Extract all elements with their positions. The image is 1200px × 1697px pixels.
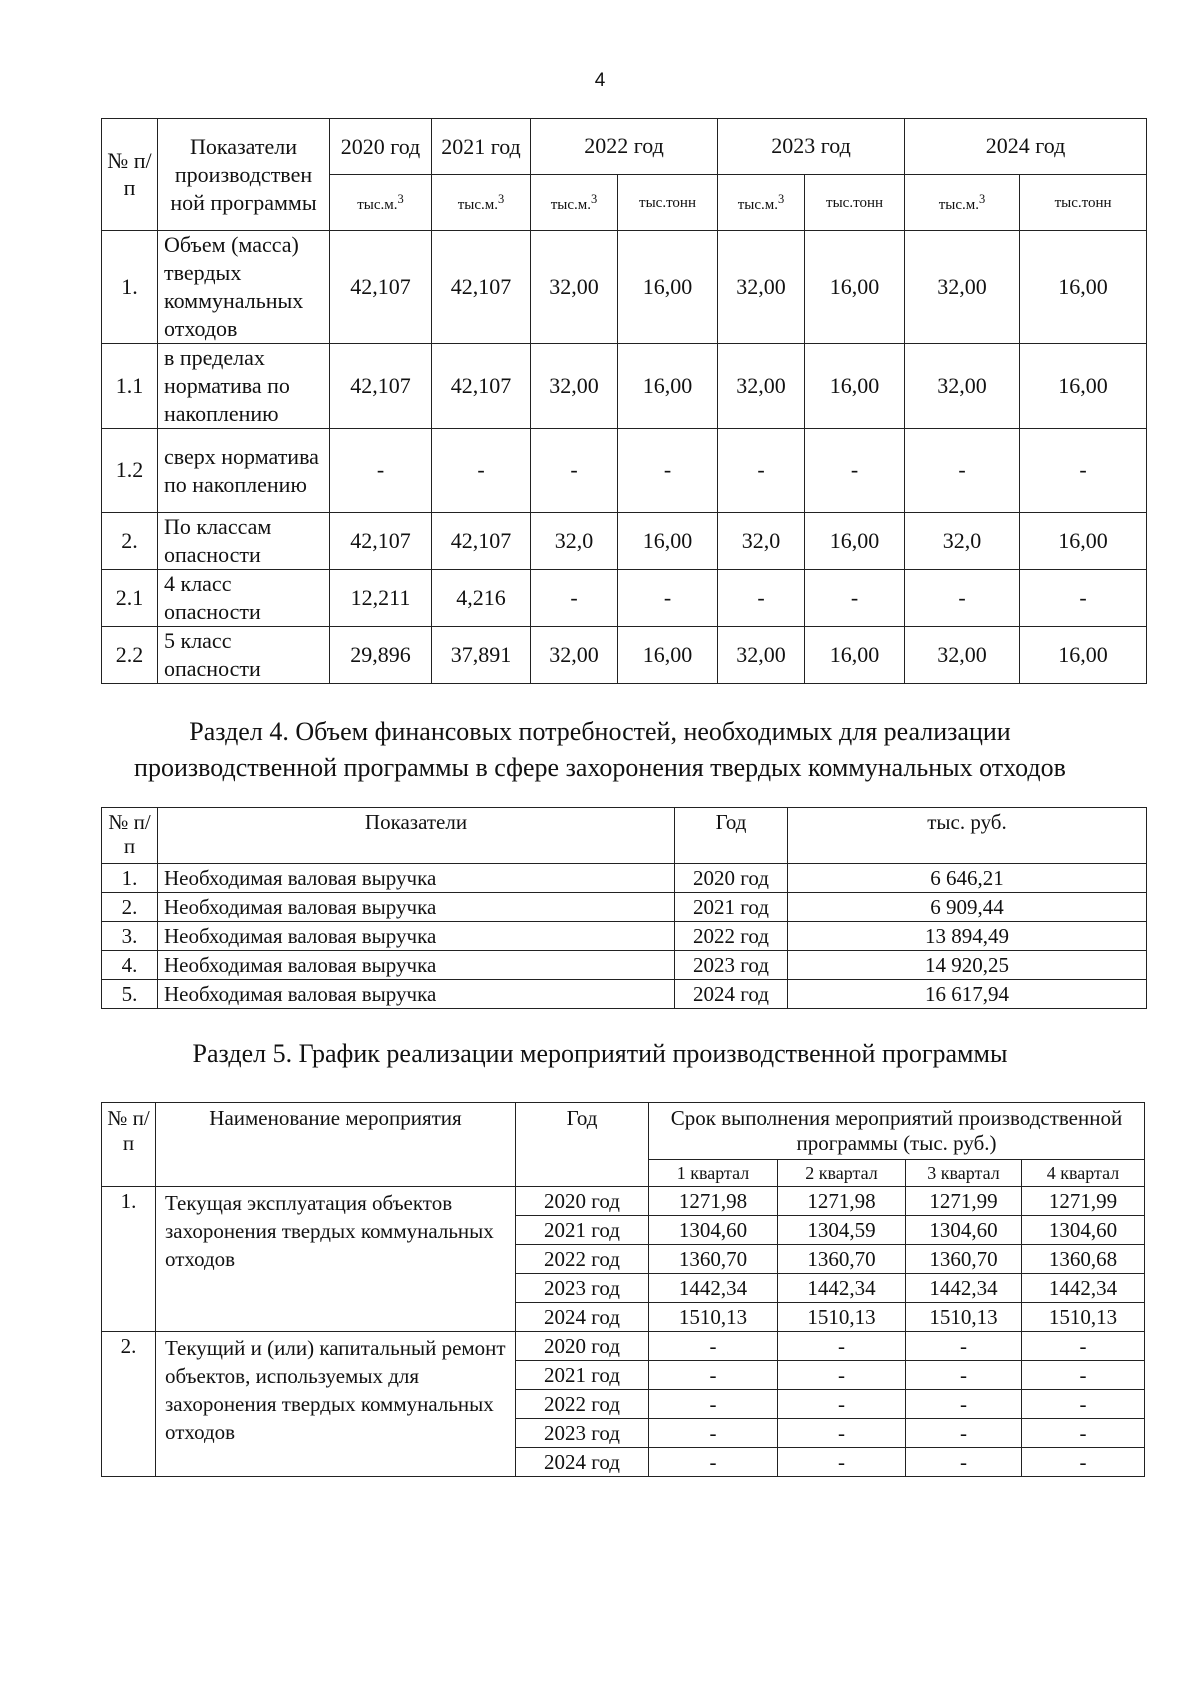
row-amount: 14 920,25 — [788, 951, 1147, 980]
cell-value: 1304,60 — [1022, 1216, 1145, 1245]
group-num: 1. — [102, 1187, 156, 1332]
row-num: 2.2 — [102, 627, 158, 684]
header-indicator: Показатели производствен ной программы — [158, 119, 330, 231]
cell-value: - — [1022, 1419, 1145, 1448]
cell-value: 1304,60 — [649, 1216, 778, 1245]
row-year: 2024 год — [675, 980, 788, 1009]
unit-tons: тыс.тонн — [1020, 175, 1147, 231]
table3-body — [102, 1187, 1145, 1477]
cell-value: 16,00 — [1020, 513, 1147, 570]
row-label: 4 класс опасности — [158, 570, 330, 627]
row-year: 2023 год — [516, 1274, 649, 1303]
row-year: 2024 год — [516, 1303, 649, 1332]
cell-value: - — [778, 1448, 906, 1477]
table-row — [102, 922, 1147, 951]
row-num: 2. — [102, 893, 158, 922]
row-num: 5. — [102, 980, 158, 1009]
row-year: 2020 год — [516, 1187, 649, 1216]
cell-value: 1360,70 — [906, 1245, 1022, 1274]
cell-value: 1304,59 — [778, 1216, 906, 1245]
row-year: 2024 год — [516, 1448, 649, 1477]
row-amount: 6 646,21 — [788, 864, 1147, 893]
schedule-table — [101, 1102, 1145, 1477]
cell-value: 16,00 — [618, 513, 718, 570]
row-label: 5 класс опасности — [158, 627, 330, 684]
header-q4: 4 квартал — [1022, 1160, 1145, 1187]
table-row — [102, 864, 1147, 893]
cell-value: 32,00 — [718, 627, 805, 684]
cell-value: - — [330, 429, 432, 513]
cell-value: - — [1022, 1361, 1145, 1390]
cell-value: 16,00 — [618, 231, 718, 344]
header-year: Год — [675, 808, 788, 864]
cell-value: 16,00 — [618, 627, 718, 684]
cell-value: 32,00 — [718, 231, 805, 344]
cell-value: 42,107 — [330, 231, 432, 344]
row-num: 1.2 — [102, 429, 158, 513]
cell-value: 16,00 — [805, 513, 905, 570]
row-num: 2.1 — [102, 570, 158, 627]
row-year: 2023 год — [516, 1419, 649, 1448]
unit-tons: тыс.тонн — [805, 175, 905, 231]
cell-value: 1510,13 — [649, 1303, 778, 1332]
cell-value: 1442,34 — [1022, 1274, 1145, 1303]
cell-value: - — [906, 1361, 1022, 1390]
cell-value: - — [718, 570, 805, 627]
cell-value: 16,00 — [805, 344, 905, 429]
cell-value: 1304,60 — [906, 1216, 1022, 1245]
row-label: Необходимая валовая выручка — [158, 864, 675, 893]
cell-value: - — [778, 1419, 906, 1448]
cell-value: - — [1020, 429, 1147, 513]
cell-value: 1510,13 — [1022, 1303, 1145, 1332]
table-row — [102, 893, 1147, 922]
table-row — [102, 951, 1147, 980]
row-num: 1. — [102, 231, 158, 344]
row-year: 2020 год — [516, 1332, 649, 1361]
row-label: Необходимая валовая выручка — [158, 951, 675, 980]
cell-value: - — [906, 1390, 1022, 1419]
cell-value: 32,0 — [531, 513, 618, 570]
cell-value: 1360,70 — [649, 1245, 778, 1274]
row-amount: 16 617,94 — [788, 980, 1147, 1009]
cell-value: 42,107 — [330, 513, 432, 570]
header-q2: 2 квартал — [778, 1160, 906, 1187]
section4-title-line1: Раздел 4. Объем финансовых потребностей, необходимых для реализации — [189, 717, 1011, 746]
financial-needs-table — [101, 807, 1147, 1009]
row-year: 2022 год — [516, 1390, 649, 1419]
row-year: 2021 год — [516, 1216, 649, 1245]
cell-value: 1442,34 — [778, 1274, 906, 1303]
cell-value: - — [805, 429, 905, 513]
table-row — [102, 570, 1147, 627]
row-year: 2021 год — [516, 1361, 649, 1390]
cell-value: 16,00 — [805, 231, 905, 344]
row-year: 2021 год — [675, 893, 788, 922]
group-name: Текущая эксплуатация объектов захоронения твердых коммунальных отходов — [156, 1187, 516, 1332]
cell-value: 1360,70 — [778, 1245, 906, 1274]
table-row — [102, 980, 1147, 1009]
header-amount: тыс. руб. — [788, 808, 1147, 864]
unit-m3: тыс.м.$^3$ — [718, 175, 805, 231]
cell-value: 12,211 — [330, 570, 432, 627]
cell-value: - — [1020, 570, 1147, 627]
cell-value: - — [778, 1361, 906, 1390]
row-num: 3. — [102, 922, 158, 951]
header-term: Срок выполнения мероприятий производственной программы (тыс. руб.) — [649, 1103, 1145, 1160]
cell-value: 1271,99 — [1022, 1187, 1145, 1216]
cell-value: 32,0 — [905, 513, 1020, 570]
table1-body — [102, 231, 1147, 684]
header-year: Год — [516, 1103, 649, 1187]
cell-value: 32,00 — [531, 344, 618, 429]
cell-value: 1271,99 — [906, 1187, 1022, 1216]
cell-value: - — [649, 1332, 778, 1361]
header-2020: 2020 год — [330, 119, 432, 175]
cell-value: - — [718, 429, 805, 513]
unit-m3: тыс.м.$^3$ — [531, 175, 618, 231]
cell-value: - — [432, 429, 531, 513]
cell-value: - — [531, 429, 618, 513]
row-label: Объем (масса) твердых коммунальных отходов — [158, 231, 330, 344]
cell-value: 1442,34 — [906, 1274, 1022, 1303]
cell-value: 32,00 — [531, 627, 618, 684]
cell-value: 16,00 — [618, 344, 718, 429]
cell-value: - — [805, 570, 905, 627]
header-q1: 1 квартал — [649, 1160, 778, 1187]
row-year: 2022 год — [675, 922, 788, 951]
cell-value: 1510,13 — [906, 1303, 1022, 1332]
cell-value: 16,00 — [1020, 231, 1147, 344]
table-row — [102, 231, 1147, 344]
cell-value: - — [649, 1390, 778, 1419]
cell-value: 16,00 — [1020, 627, 1147, 684]
row-label: в пределах норматива по накоплению — [158, 344, 330, 429]
group-num: 2. — [102, 1332, 156, 1477]
row-label: Необходимая валовая выручка — [158, 980, 675, 1009]
row-num: 1.1 — [102, 344, 158, 429]
header-name: Наименование мероприятия — [156, 1103, 516, 1187]
unit-m3: тыс.м.$^3$ — [905, 175, 1020, 231]
table2-body — [102, 864, 1147, 1009]
cell-value: - — [778, 1332, 906, 1361]
cell-value: 42,107 — [432, 513, 531, 570]
header-num: № п/п — [102, 808, 158, 864]
row-num: 2. — [102, 513, 158, 570]
row-year: 2020 год — [675, 864, 788, 893]
cell-value: - — [649, 1419, 778, 1448]
cell-value: 42,107 — [432, 231, 531, 344]
row-num: 4. — [102, 951, 158, 980]
cell-value: - — [906, 1419, 1022, 1448]
cell-value: 1271,98 — [778, 1187, 906, 1216]
header-indicator: Показатели — [158, 808, 675, 864]
row-num: 1. — [102, 864, 158, 893]
cell-value: 4,216 — [432, 570, 531, 627]
table-row — [102, 1332, 1145, 1361]
cell-value: 32,0 — [718, 513, 805, 570]
cell-value: 1510,13 — [778, 1303, 906, 1332]
cell-value: - — [1022, 1332, 1145, 1361]
table-row — [102, 513, 1147, 570]
section4-title — [0, 714, 1200, 786]
row-label: сверх норматива по накоплению — [158, 429, 330, 513]
row-year: 2022 год — [516, 1245, 649, 1274]
cell-value: 32,00 — [905, 344, 1020, 429]
cell-value: 16,00 — [1020, 344, 1147, 429]
cell-value: 1271,98 — [649, 1187, 778, 1216]
table-row — [102, 344, 1147, 429]
group-name: Текущий и (или) капитальный ремонт объектов, используемых для захоронения твердых коммунальных отходов — [156, 1332, 516, 1477]
cell-value: - — [531, 570, 618, 627]
cell-value: - — [905, 429, 1020, 513]
cell-value: 16,00 — [805, 627, 905, 684]
cell-value: - — [1022, 1390, 1145, 1419]
row-label: Необходимая валовая выручка — [158, 893, 675, 922]
cell-value: - — [649, 1361, 778, 1390]
production-indicators-table — [101, 118, 1147, 684]
cell-value: - — [906, 1332, 1022, 1361]
cell-value: 42,107 — [330, 344, 432, 429]
cell-value: 32,00 — [905, 627, 1020, 684]
row-amount: 13 894,49 — [788, 922, 1147, 951]
header-2022: 2022 год — [531, 119, 718, 175]
cell-value: - — [618, 570, 718, 627]
section5-title: Раздел 5. График реализации мероприятий производственной программы — [192, 1039, 1008, 1068]
table-row — [102, 627, 1147, 684]
cell-value: - — [618, 429, 718, 513]
table-row — [102, 429, 1147, 513]
unit-m3: тыс.м.$^3$ — [330, 175, 432, 231]
cell-value: 42,107 — [432, 344, 531, 429]
header-2024: 2024 год — [905, 119, 1147, 175]
header-q3: 3 квартал — [906, 1160, 1022, 1187]
row-amount: 6 909,44 — [788, 893, 1147, 922]
row-label: По классам опасности — [158, 513, 330, 570]
header-2023: 2023 год — [718, 119, 905, 175]
unit-m3: тыс.м.$^3$ — [432, 175, 531, 231]
page-number: 4 — [594, 70, 606, 91]
cell-value: - — [905, 570, 1020, 627]
cell-value: 1442,34 — [649, 1274, 778, 1303]
header-num: № п/ п — [102, 1103, 156, 1187]
cell-value: 32,00 — [718, 344, 805, 429]
cell-value: - — [906, 1448, 1022, 1477]
cell-value: 1360,68 — [1022, 1245, 1145, 1274]
table-row — [102, 1187, 1145, 1216]
cell-value: - — [1022, 1448, 1145, 1477]
header-2021: 2021 год — [432, 119, 531, 175]
cell-value: 32,00 — [531, 231, 618, 344]
row-label: Необходимая валовая выручка — [158, 922, 675, 951]
cell-value: 29,896 — [330, 627, 432, 684]
section4-title-line2: производственной программы в сфере захоронения твердых коммунальных отходов — [134, 753, 1066, 782]
cell-value: - — [649, 1448, 778, 1477]
unit-tons: тыс.тонн — [618, 175, 718, 231]
cell-value: 37,891 — [432, 627, 531, 684]
row-year: 2023 год — [675, 951, 788, 980]
cell-value: 32,00 — [905, 231, 1020, 344]
cell-value: - — [778, 1390, 906, 1419]
header-num: № п/п — [102, 119, 158, 231]
